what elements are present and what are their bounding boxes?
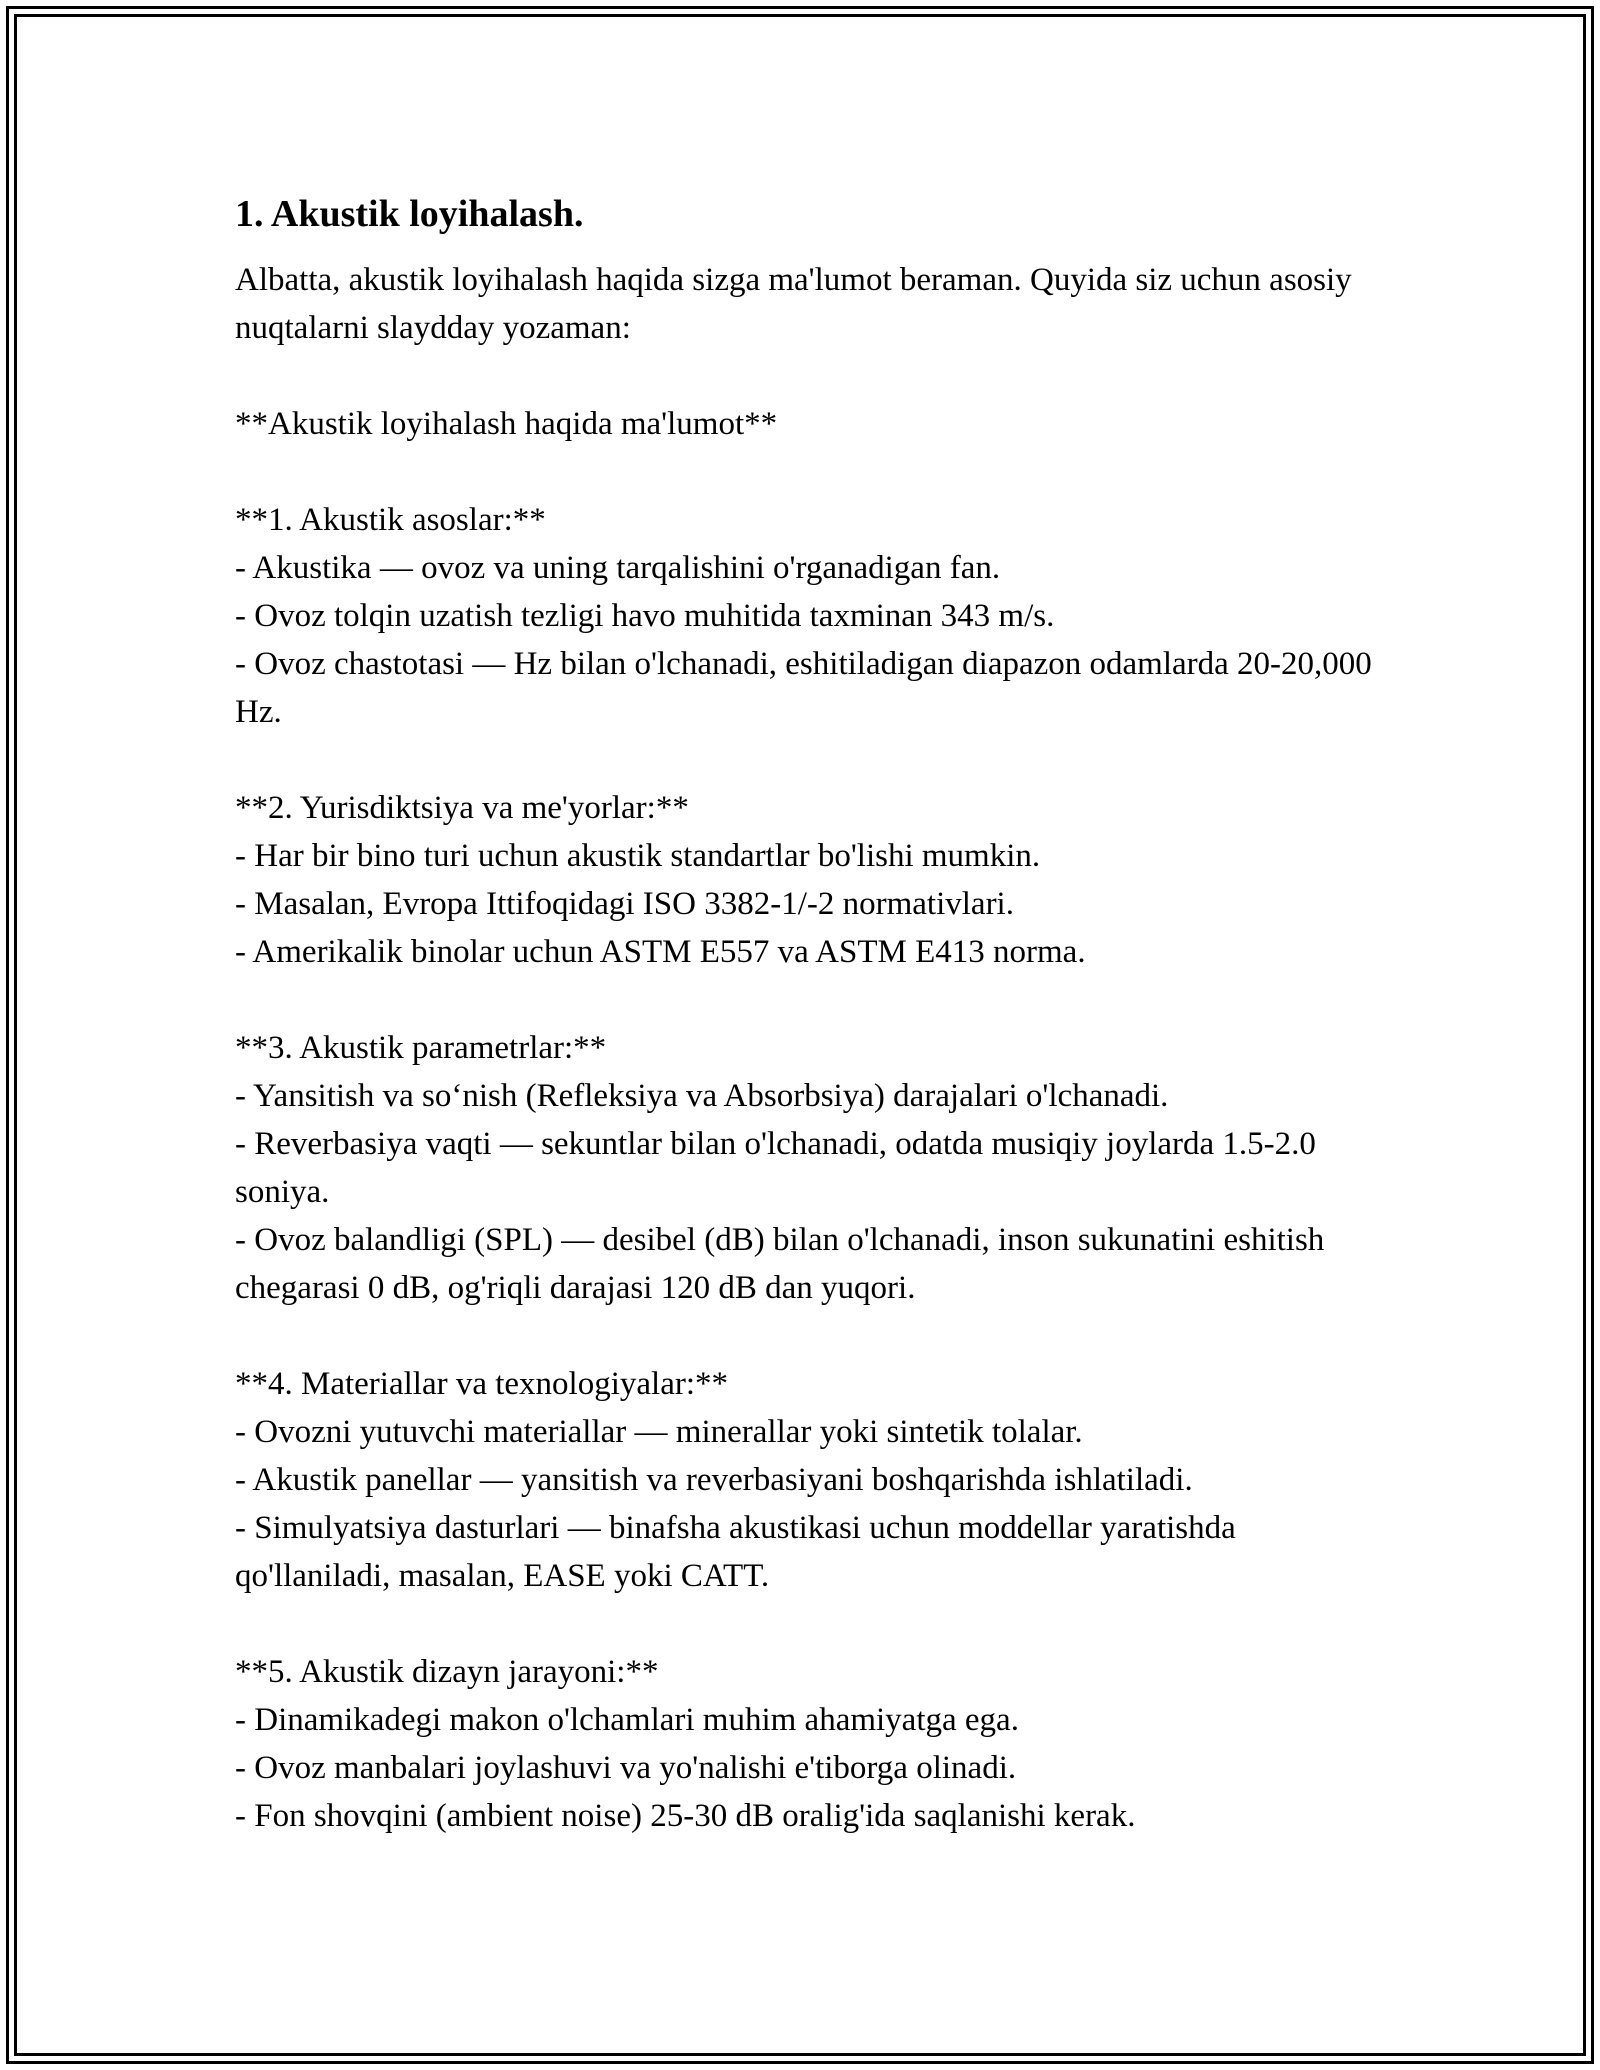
list-item: - Simulyatsiya dasturlari — binafsha akustikasi uchun moddellar yaratishda qo'llaniladi, masalan, EASE yoki CATT. [235, 1510, 1236, 1594]
list-item: - Ovoz manbalari joylashuvi va yo'nalishi e'tiborga olinadi. [235, 1750, 1017, 1786]
section-5 [235, 1648, 1395, 1840]
spacer [235, 736, 1395, 784]
main-heading: **Akustik loyihalash haqida ma'lumot** [235, 406, 778, 442]
list-item: - Masalan, Evropa Ittifoqidagi ISO 3382-1/-2 normativlari. [235, 886, 1014, 922]
list-item: - Har bir bino turi uchun akustik standartlar bo'lishi mumkin. [235, 838, 1041, 874]
document-body [235, 188, 1395, 1840]
section-heading: **3. Akustik parametrlar:** [235, 1030, 607, 1066]
spacer [235, 976, 1395, 1024]
list-item: - Ovoz chastotasi — Hz bilan o'lchanadi, eshitiladigan diapazon odamlarda 20-20,000 Hz. [235, 646, 1372, 730]
list-item: - Fon shovqini (ambient noise) 25-30 dB oralig'ida saqlanishi kerak. [235, 1798, 1136, 1834]
spacer [235, 448, 1395, 496]
list-item: - Ovoz tolqin uzatish tezligi havo muhitida taxminan 343 m/s. [235, 598, 1055, 634]
section-4 [235, 1360, 1395, 1600]
list-item: - Ovozni yutuvchi materiallar — minerallar yoki sintetik tolalar. [235, 1414, 1083, 1450]
section-1 [235, 496, 1395, 736]
list-item: - Reverbasiya vaqti — sekuntlar bilan o'lchanadi, odatda musiqiy joylarda 1.5-2.0 soniya. [235, 1126, 1316, 1210]
section-heading: **4. Materiallar va texnologiyalar:** [235, 1366, 729, 1402]
section-3 [235, 1024, 1395, 1312]
spacer [235, 1600, 1395, 1648]
section-2 [235, 784, 1395, 976]
list-item: - Akustika — ovoz va uning tarqalishini o'rganadigan fan. [235, 550, 1001, 586]
list-item: - Yansitish va so‘nish (Refleksiya va Absorbsiya) darajalari o'lchanadi. [235, 1078, 1169, 1114]
list-item: - Akustik panellar — yansitish va reverbasiyani boshqarishda ishlatiladi. [235, 1462, 1193, 1498]
spacer [235, 1312, 1395, 1360]
section-heading: **5. Akustik dizayn jarayoni:** [235, 1654, 659, 1690]
section-heading: **2. Yurisdiktsiya va me'yorlar:** [235, 790, 689, 826]
section-heading: **1. Akustik asoslar:** [235, 502, 546, 538]
list-item: - Amerikalik binolar uchun ASTM E557 va ASTM E413 norma. [235, 934, 1086, 970]
list-item: - Dinamikadegi makon o'lchamlari muhim ahamiyatga ega. [235, 1702, 1019, 1738]
intro-paragraph: Albatta, akustik loyihalash haqida sizga ma'lumot beraman. Quyida siz uchun asosiy nuqtalarni slaydday yozaman: [235, 262, 1352, 346]
document-title: 1. Akustik loyihalash. [235, 193, 584, 235]
spacer [235, 352, 1395, 400]
list-item: - Ovoz balandligi (SPL) — desibel (dB) bilan o'lchanadi, inson sukunatini eshitish chegarasi 0 dB, og'riqli darajasi 120 dB dan yuqori. [235, 1222, 1325, 1306]
